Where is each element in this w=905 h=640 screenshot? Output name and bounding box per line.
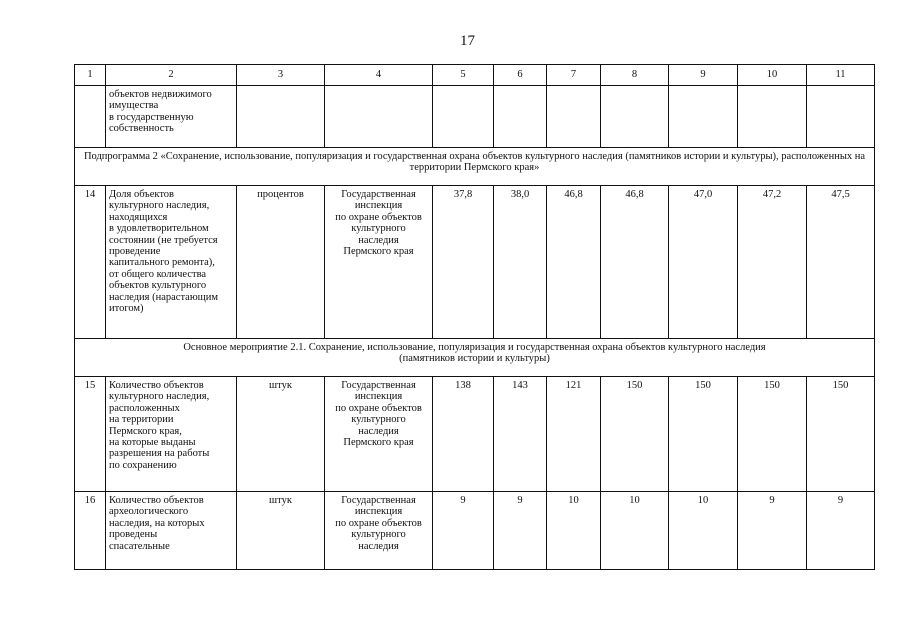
text-line: проведены: [109, 529, 158, 541]
value-cell: 38,0: [494, 186, 547, 339]
empty-cell: [807, 86, 875, 148]
indicators-table: [74, 64, 875, 570]
value-cell: 150: [669, 377, 738, 492]
text-line: культурного: [351, 529, 406, 541]
value-cell: 47,0: [669, 186, 738, 339]
value-cell: 150: [738, 377, 807, 492]
value-cell: 47,2: [738, 186, 807, 339]
row-number: 16: [75, 492, 106, 570]
text-line: Доля объектов: [109, 189, 175, 200]
text-line: имущества: [109, 100, 159, 112]
table-row: [75, 186, 875, 339]
empty-cell: [325, 86, 433, 148]
col-header: 5: [433, 65, 494, 86]
table-row: [75, 492, 875, 570]
text-line: наследия: [358, 540, 399, 552]
value-cell: 9: [807, 492, 875, 570]
text-line: состоянии (не требуется: [109, 234, 218, 246]
empty-cell: [433, 86, 494, 148]
empty-cell: [601, 86, 669, 148]
value-cell: 46,8: [547, 186, 601, 339]
indicator-name-cell: [106, 186, 237, 339]
value-cell: 9: [738, 492, 807, 570]
value-cell: 138: [433, 377, 494, 492]
table-row: [75, 86, 875, 148]
row-number-cell: [75, 86, 106, 148]
section-row: [75, 148, 875, 186]
text-line: (памятников истории и культуры): [399, 353, 550, 365]
text-line: Пермского края,: [109, 425, 182, 437]
value-cell: 9: [494, 492, 547, 570]
col-header: 8: [601, 65, 669, 86]
text-line: по охране объектов: [335, 517, 422, 529]
text-line: расположенных: [109, 402, 180, 414]
text-line: по сохранению: [109, 459, 177, 471]
table-row: [75, 377, 875, 492]
responsible-org-cell: [325, 377, 433, 492]
text-line: Пермского края: [343, 437, 414, 449]
unit-cell: штук: [237, 377, 325, 492]
value-cell: 46,8: [601, 186, 669, 339]
text-line: Количество объектов: [109, 380, 204, 391]
text-line: спасательные: [109, 540, 170, 552]
col-header: 7: [547, 65, 601, 86]
col-header: 2: [106, 65, 237, 86]
header-row: [75, 65, 875, 86]
indicator-name-cell: [106, 377, 237, 492]
text-line: итогом): [109, 303, 144, 315]
responsible-org-cell: [325, 186, 433, 339]
empty-cell: [237, 86, 325, 148]
text-line: в государственную: [109, 111, 194, 123]
col-header: 10: [738, 65, 807, 86]
text-line: наследия: [358, 234, 399, 246]
value-cell: 150: [601, 377, 669, 492]
text-line: проведение: [109, 246, 161, 258]
text-line: культурного: [351, 414, 406, 426]
value-cell: 10: [669, 492, 738, 570]
text-line: культурного наследия,: [109, 200, 210, 212]
text-line: наследия (нарастающим: [109, 291, 219, 303]
text-line: культурного: [351, 223, 406, 235]
text-line: от общего количества: [109, 268, 207, 280]
text-line: капитального ремонта),: [109, 257, 215, 269]
text-line: собственность: [109, 123, 174, 135]
value-cell: 37,8: [433, 186, 494, 339]
text-line: на которые выданы: [109, 437, 196, 449]
text-line: Государственная: [341, 380, 416, 391]
text-line: культурного наследия,: [109, 391, 210, 403]
text-line: Основное мероприятие 2.1. Сохранение, использование, популяризация и государственная охрана объектов культурного наследия: [183, 342, 766, 353]
page-number: 17: [460, 33, 475, 49]
text-line: инспекция: [354, 391, 403, 403]
value-cell: 9: [433, 492, 494, 570]
empty-cell: [738, 86, 807, 148]
responsible-org-cell: [325, 492, 433, 570]
text-line: находящихся: [109, 211, 168, 223]
text-line: в удовлетворительном: [109, 223, 209, 235]
value-cell: 121: [547, 377, 601, 492]
row-number: 15: [75, 377, 106, 492]
section-row: [75, 339, 875, 377]
text-line: разрешения на работы: [109, 448, 210, 460]
col-header: 4: [325, 65, 433, 86]
text-line: объектов недвижимого: [109, 89, 212, 100]
text-line: наследия, на которых: [109, 517, 205, 529]
empty-cell: [669, 86, 738, 148]
text-line: Государственная: [341, 189, 416, 200]
text-line: на территории: [109, 414, 174, 426]
text-line: Количество объектов: [109, 495, 204, 506]
text-line: по охране объектов: [335, 402, 422, 414]
col-header: 11: [807, 65, 875, 86]
unit-cell: штук: [237, 492, 325, 570]
col-header: 3: [237, 65, 325, 86]
empty-cell: [547, 86, 601, 148]
main-event-title: [75, 339, 875, 377]
indicator-name-cell: [106, 492, 237, 570]
col-header: 9: [669, 65, 738, 86]
subprogram-title: Подпрограмма 2 «Сохранение, использование, популяризация и государственная охрана объектов культурного наследия (памятников истории и культуры), расположенных на территории Пермского края»: [75, 148, 875, 186]
text-line: инспекция: [354, 200, 403, 212]
text-line: Государственная: [341, 495, 416, 506]
empty-cell: [494, 86, 547, 148]
col-header: 6: [494, 65, 547, 86]
value-cell: 47,5: [807, 186, 875, 339]
text-line: наследия: [358, 425, 399, 437]
value-cell: 10: [547, 492, 601, 570]
col-header: 1: [75, 65, 106, 86]
text-line: инспекция: [354, 506, 403, 518]
indicator-name-cell: [106, 86, 237, 148]
unit-cell: процентов: [237, 186, 325, 339]
text-line: Пермского края: [343, 246, 414, 258]
row-number: 14: [75, 186, 106, 339]
value-cell: 143: [494, 377, 547, 492]
text-line: археологического: [109, 506, 189, 518]
value-cell: 150: [807, 377, 875, 492]
text-line: объектов культурного: [109, 280, 207, 292]
value-cell: 10: [601, 492, 669, 570]
text-line: по охране объектов: [335, 211, 422, 223]
